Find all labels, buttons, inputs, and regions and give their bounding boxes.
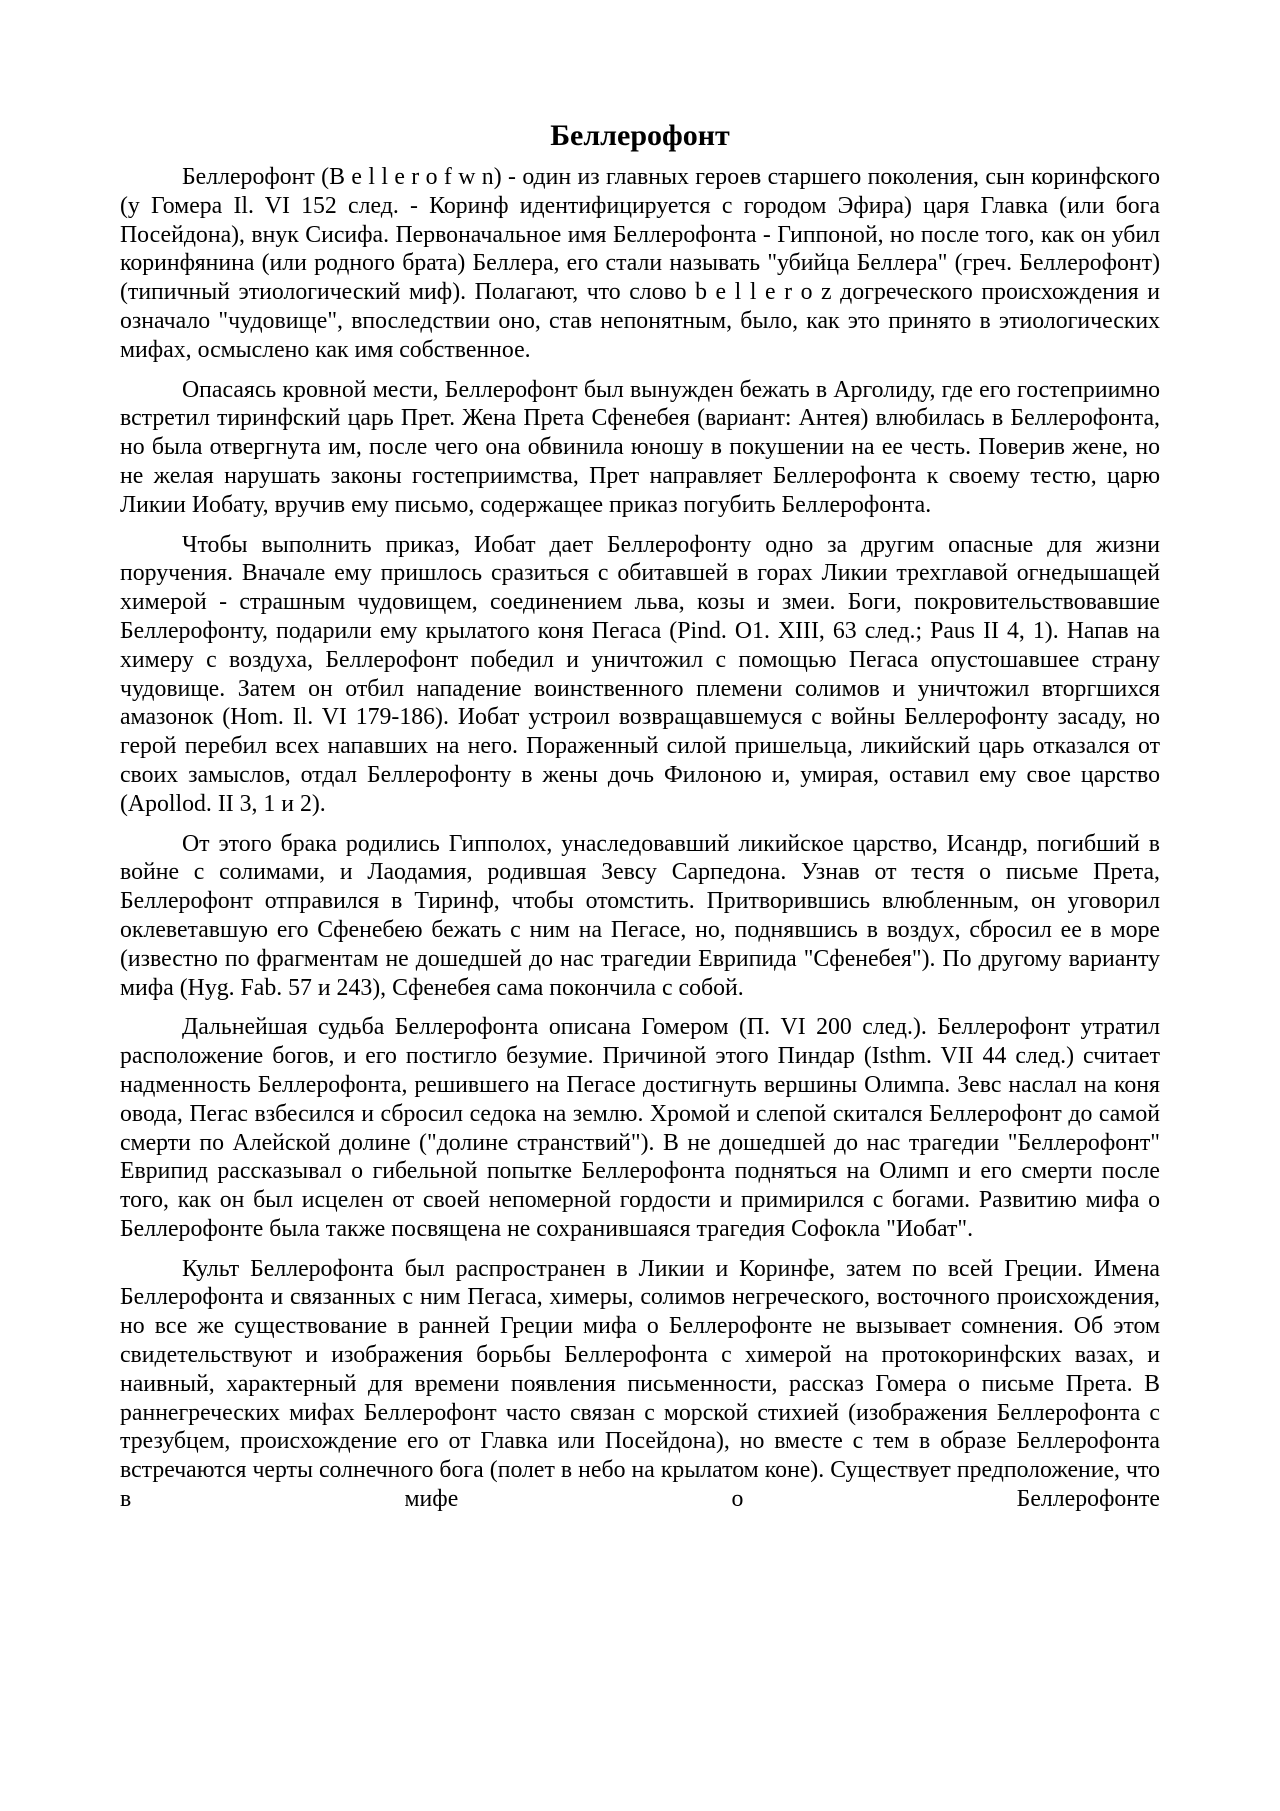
paragraph-revenge-on-stheneboea: От этого брака родились Гипполох, унаследовавший ликийское царство, Исандр, погибший в войне с солимами, и Лаодамия, родившая Зевсу Сарпедона. Узнав от тестя о письме Прета, Беллерофонт отправился в Тиринф, чтобы отомстить. Притворившись влюбленным, он уговорил оклеветавшую его Сфенебею бежать с ним на Пегасе, но, поднявшись в воздух, сбросил ее в море (известно по фрагментам не дошедшей до нас трагедии Еврипида "Сфенебея"). По другому варианту мифа (Hyg. Fab. 57 и 243), Сфенебея сама покончила с собой. [120, 830, 1160, 1001]
document-page [120, 118, 1160, 1525]
paragraph-cult: Культ Беллерофонта был распространен в Ликии и Коринфе, затем по всей Греции. Имена Беллерофонта и связанных с ним Пегаса, химеры, солимов негреческого, восточного происхождения, но все же существование в ранней Греции мифа о Беллерофонте не вызывает сомнения. Об этом свидетельствуют и изображения борьбы Беллерофонта с химерой на протокоринфских вазах, и наивный, характерный для времени появления письменности, рассказ Гомера о письме Прета. В раннегреческих мифах Беллерофонт часто связан с морской стихией (изображения Беллерофонта с трезубцем, происхождение его от Главка или Посейдона), но вместе с тем в образе Беллерофонта встречаются черты солнечного бога (полет в небо на крылатом коне). Существует предположение, что в мифе о Беллерофонте [120, 1255, 1160, 1513]
paragraph-later-fate: Дальнейшая судьба Беллерофонта описана Гомером (П. VI 200 след.). Беллерофонт утратил расположение богов, и его постигло безумие. Причиной этого Пиндар (Isthm. VII 44 след.) считает надменность Беллерофонта, решившего на Пегасе достигнуть вершины Олимпа. Зевс наслал на коня овода, Пегас взбесился и сбросил седока на землю. Хромой и слепой скитался Беллерофонт до самой смерти по Алейской долине ("долине странствий"). В не дошедшей до нас трагедии "Беллерофонт" Еврипид рассказывал о гибельной попытке Беллерофонта подняться на Олимп и его смерти после того, как он был исцелен от своей непомерной гордости и примирился с богами. Развитию мифа о Беллерофонте была также посвящена не сохранившаяся трагедия Софокла "Иобат". [120, 1014, 1160, 1242]
document-title: Беллерофонт [550, 119, 730, 152]
paragraph-origin: Беллерофонт (B e l l e r o f w n) - один из главных героев старшего поколения, сын коринфского (у Гомера Il. VI 152 след. - Коринф идентифицируется с городом Эфира) царя Главка (или бога Посейдона), внук Сисифа. Первоначальное имя Беллерофонта - Гиппоной, но после того, как он убил коринфянина (или родного брата) Беллера, его стали называть "убийца Беллера" (греч. Беллерофонт) (типичный этиологический миф). Полагают, что слово b e l l e r o z догреческого происхождения и означало "чудовище", впоследствии оно, став непонятным, было, как это принято в этиологических мифах, осмыслено как имя собственное. [120, 164, 1160, 363]
paragraph-flight-to-argolis: Опасаясь кровной мести, Беллерофонт был вынужден бежать в Арголиду, где его гостеприимно встретил тиринфский царь Прет. Жена Прета Сфенебея (вариант: Антея) влюбилась в Беллерофонта, но была отвергнута им, после чего она обвинила юношу в покушении на ее честь. Поверив жене, но не желая нарушать законы гостеприимства, Прет направляет Беллерофонта к своему тестю, царю Ликии Иобату, вручив ему письмо, содержащее приказ погубить Беллерофонта. [120, 376, 1160, 518]
paragraph-tasks-of-iobates: Чтобы выполнить приказ, Иобат дает Беллерофонту одно за другим опасные для жизни поручения. Вначале ему пришлось сразиться с обитавшей в горах Ликии трехглавой огнедышащей химерой - страшным чудовищем, соединением льва, козы и змеи. Боги, покровительствовавшие Беллерофонту, подарили ему крылатого коня Пегаса (Pind. O1. XIII, 63 след.; Paus II 4, 1). Напав на химеру с воздуха, Беллерофонт победил и уничтожил с помощью Пегаса опустошавшее страну чудовище. Затем он отбил нападение воинственного племени солимов и уничтожил вторгшихся амазонок (Hom. Il. VI 179-186). Иобат устроил возвращавшемуся с войны Беллерофонту засаду, но герой перебил всех напавших на него. Пораженный силой пришельца, ликийский царь отказался от своих замыслов, отдал Беллерофонту в жены дочь Филоною и, умирая, оставил ему свое царство (Apollod. II 3, 1 и 2). [120, 531, 1160, 817]
